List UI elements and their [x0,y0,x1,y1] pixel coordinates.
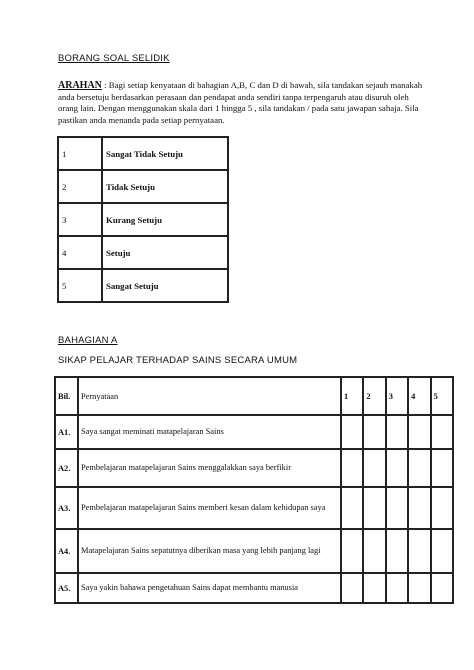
answer-cell-2[interactable] [363,487,385,529]
header-code: Bil. [55,377,78,415]
row-statement: Saya sangat meminati matapelajaran Sains [78,415,341,449]
answer-cell-5[interactable] [431,529,453,573]
scale-label: Tidak Setuju [102,170,228,203]
scale-number: 5 [58,269,102,302]
scale-legend-table [57,136,229,303]
instructions-text: : Bagi setiap kenyataan di bahagian A,B, C dan D di bawah, sila tandakan sejauh manakah anda bersetuju berdasarkan perasaan dan pendapat anda sendiri tanpa terpengaruh atau disuruh oleh orang lain. Dengan menggunakan skala dari 1 hingga 5 , sila tandakan / pada satu jawapan sahaja. Sila pastikan anda menanda pada setiap pernyataan. [58,80,423,125]
answer-cell-5[interactable] [431,415,453,449]
row-statement: Pembelajaran matapelajaran Sains menggalakkan saya berfikir [78,449,341,487]
row-statement: Pembelajaran matapelajaran Sains memberi kesan dalam kehidupan saya [78,487,341,529]
table-row [55,415,453,449]
scale-row [58,137,228,170]
answer-cell-3[interactable] [386,415,408,449]
answer-cell-4[interactable] [408,415,430,449]
header-statement: Pernyataan [78,377,341,415]
answer-cell-2[interactable] [363,415,385,449]
header-scale-4: 4 [408,377,430,415]
table-row [55,573,453,603]
answer-cell-4[interactable] [408,487,430,529]
answer-cell-4[interactable] [408,449,430,487]
answer-cell-5[interactable] [431,487,453,529]
answer-cell-5[interactable] [431,573,453,603]
scale-row [58,170,228,203]
header-scale-3: 3 [386,377,408,415]
answer-cell-1[interactable] [341,573,363,603]
answer-cell-1[interactable] [341,529,363,573]
instructions-label: ARAHAN [58,80,102,91]
answer-cell-4[interactable] [408,529,430,573]
scale-number: 3 [58,203,102,236]
table-row [55,529,453,573]
row-statement: Matapelajaran Sains sepatutnya diberikan masa yang lebih panjang lagi [78,529,341,573]
answer-cell-2[interactable] [363,529,385,573]
document-title: BORANG SOAL SELIDIK [58,53,170,64]
scale-row [58,203,228,236]
answer-cell-5[interactable] [431,449,453,487]
answer-cell-1[interactable] [341,449,363,487]
scale-label: Setuju [102,236,228,269]
header-scale-5: 5 [431,377,453,415]
answer-cell-3[interactable] [386,449,408,487]
row-statement: Saya yakin bahawa pengetahuan Sains dapat membantu manusia [78,573,341,603]
scale-number: 4 [58,236,102,269]
answer-cell-1[interactable] [341,415,363,449]
section-subtitle: SIKAP PELAJAR TERHADAP SAINS SECARA UMUM [58,355,298,366]
answer-cell-1[interactable] [341,487,363,529]
table-row [55,487,453,529]
row-code: A2. [55,449,78,487]
table-row [55,449,453,487]
row-code: A5. [55,573,78,603]
header-scale-2: 2 [363,377,385,415]
scale-number: 1 [58,137,102,170]
scale-label: Sangat Setuju [102,269,228,302]
scale-label: Sangat Tidak Setuju [102,137,228,170]
answer-cell-4[interactable] [408,573,430,603]
scale-row [58,269,228,302]
answer-cell-2[interactable] [363,449,385,487]
answer-cell-3[interactable] [386,529,408,573]
questionnaire-table [54,376,454,604]
answer-cell-3[interactable] [386,487,408,529]
header-scale-1: 1 [341,377,363,415]
scale-label: Kurang Setuju [102,203,228,236]
row-code: A3. [55,487,78,529]
scale-number: 2 [58,170,102,203]
instructions-paragraph [58,80,430,126]
section-title: BAHAGIAN A [58,335,118,346]
answer-cell-3[interactable] [386,573,408,603]
row-code: A1. [55,415,78,449]
table-header-row [55,377,453,415]
answer-cell-2[interactable] [363,573,385,603]
scale-row [58,236,228,269]
row-code: A4. [55,529,78,573]
